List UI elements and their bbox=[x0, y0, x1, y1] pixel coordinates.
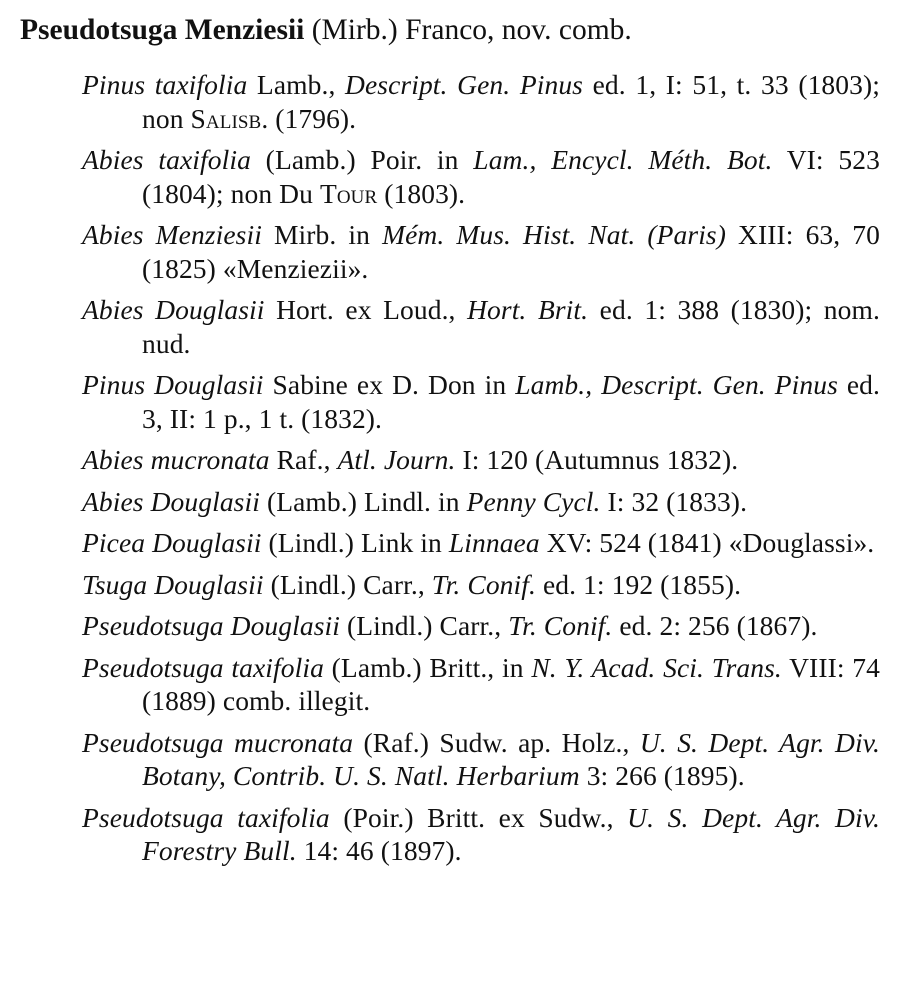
synonym-entry bbox=[82, 218, 880, 285]
italic-segment: Lamb., Descript. Gen. Pinus bbox=[515, 369, 838, 400]
text-segment: ed. 2: 256 (1867). bbox=[612, 610, 818, 641]
text-segment: I: 120 (Autumnus 1832). bbox=[455, 444, 739, 475]
synonym-entry bbox=[82, 609, 880, 643]
italic-segment: Abies Douglasii bbox=[82, 294, 265, 325]
italic-segment: Abies Menziesii bbox=[82, 219, 262, 250]
italic-segment: Pinus taxifolia bbox=[82, 69, 248, 100]
synonym-entry bbox=[82, 726, 880, 793]
text-segment: ed. 1: 388 (1830); nom. nud. bbox=[142, 294, 880, 359]
small-caps-author: Tour bbox=[319, 177, 378, 209]
italic-segment: Abies taxifolia bbox=[82, 144, 251, 175]
italic-segment: Tr. Conif. bbox=[508, 610, 613, 641]
italic-segment: Picea Douglasii bbox=[82, 527, 262, 558]
text-segment: (Lindl.) Link in bbox=[261, 527, 449, 558]
italic-segment: Abies mucronata bbox=[82, 444, 270, 475]
italic-segment: Pseudotsuga taxifolia bbox=[82, 651, 324, 683]
text-segment: (1803). bbox=[377, 177, 466, 209]
text-segment: (1796). bbox=[268, 102, 357, 134]
text-segment: (Lindl.) Carr., bbox=[340, 610, 509, 641]
italic-segment: Tr. Conif. bbox=[431, 568, 536, 600]
italic-segment: U. S. Dept. Agr. Div. Botany, Contrib. U. S. Natl. Herbarium bbox=[142, 726, 880, 791]
italic-segment: Pseudotsuga mucronata bbox=[82, 726, 354, 758]
synonym-entry bbox=[82, 568, 880, 602]
text-segment: I: 32 (1833). bbox=[600, 485, 748, 517]
accepted-name-authority: (Mirb.) Franco, nov. comb. bbox=[304, 14, 632, 46]
italic-segment: Abies Douglasii bbox=[82, 485, 260, 517]
text-segment: ed. 3, II: 1 p., 1 t. (1832). bbox=[142, 369, 881, 434]
accepted-name: Pseudotsuga Menziesii bbox=[20, 14, 305, 46]
text-segment: XIII: 63, 70 (1825) «Menziezii». bbox=[142, 219, 880, 284]
italic-segment: Atl. Journ. bbox=[337, 444, 456, 475]
text-segment: (Lindl.) Carr., bbox=[263, 568, 432, 600]
italic-segment: Pinus Douglasii bbox=[82, 369, 264, 400]
italic-segment: Mém. Mus. Hist. Nat. (Paris) bbox=[382, 219, 726, 250]
text-segment: Raf., bbox=[269, 444, 338, 475]
synonym-entry bbox=[82, 68, 880, 135]
text-segment: Lamb., bbox=[247, 69, 346, 100]
text-segment: (Raf.) Sudw. ap. Holz., bbox=[353, 726, 640, 758]
synonym-entry bbox=[82, 143, 880, 210]
text-segment: ed. 1, I: 51, t. 33 (1803); non bbox=[142, 69, 880, 134]
text-segment: Mirb. in bbox=[261, 219, 383, 250]
italic-segment: Hort. Brit. bbox=[467, 294, 589, 325]
text-segment: (Lamb.) Lindl. in bbox=[259, 485, 467, 517]
synonym-entry bbox=[82, 443, 880, 477]
text-segment: 14: 46 (1897). bbox=[296, 835, 462, 866]
text-segment: VIII: 74 (1889) comb. illegit. bbox=[142, 651, 880, 716]
italic-segment: Lam., Encycl. Méth. Bot. bbox=[473, 144, 773, 175]
text-segment: 3: 266 (1895). bbox=[579, 760, 745, 791]
italic-segment: Descript. Gen. Pinus bbox=[345, 69, 583, 100]
italic-segment: Tsuga Douglasii bbox=[82, 568, 264, 600]
species-heading bbox=[20, 10, 888, 50]
text-segment: ed. 1: 192 (1855). bbox=[535, 568, 742, 600]
synonym-entry bbox=[82, 293, 880, 360]
synonym-entry bbox=[82, 485, 880, 519]
text-segment: Sabine ex D. Don in bbox=[263, 369, 516, 400]
text-segment: (Lamb.) Poir. in bbox=[250, 144, 474, 175]
synonym-entry bbox=[82, 526, 880, 560]
italic-segment: Pseudotsuga Douglasii bbox=[82, 610, 341, 641]
italic-segment: N. Y. Acad. Sci. Trans. bbox=[531, 651, 782, 683]
synonym-entry bbox=[82, 651, 880, 718]
italic-segment: Penny Cycl. bbox=[466, 485, 601, 517]
text-segment: Hort. ex Loud., bbox=[264, 294, 468, 325]
italic-segment: U. S. Dept. Agr. Div. Forestry Bull. bbox=[142, 801, 880, 866]
text-segment: XV: 524 (1841) «Douglassi». bbox=[539, 527, 875, 558]
italic-segment: Pseudotsuga taxifolia bbox=[82, 801, 330, 833]
italic-segment: Linnaea bbox=[448, 527, 540, 558]
text-segment: (Lamb.) Britt., in bbox=[323, 651, 532, 683]
synonym-entry bbox=[82, 801, 880, 868]
small-caps-author: Salisb. bbox=[190, 102, 269, 134]
text-segment: (Poir.) Britt. ex Sudw., bbox=[329, 801, 628, 833]
synonym-list bbox=[20, 68, 888, 868]
synonym-entry bbox=[82, 368, 880, 435]
text-segment: VI: 523 (1804); non Du bbox=[142, 144, 880, 209]
